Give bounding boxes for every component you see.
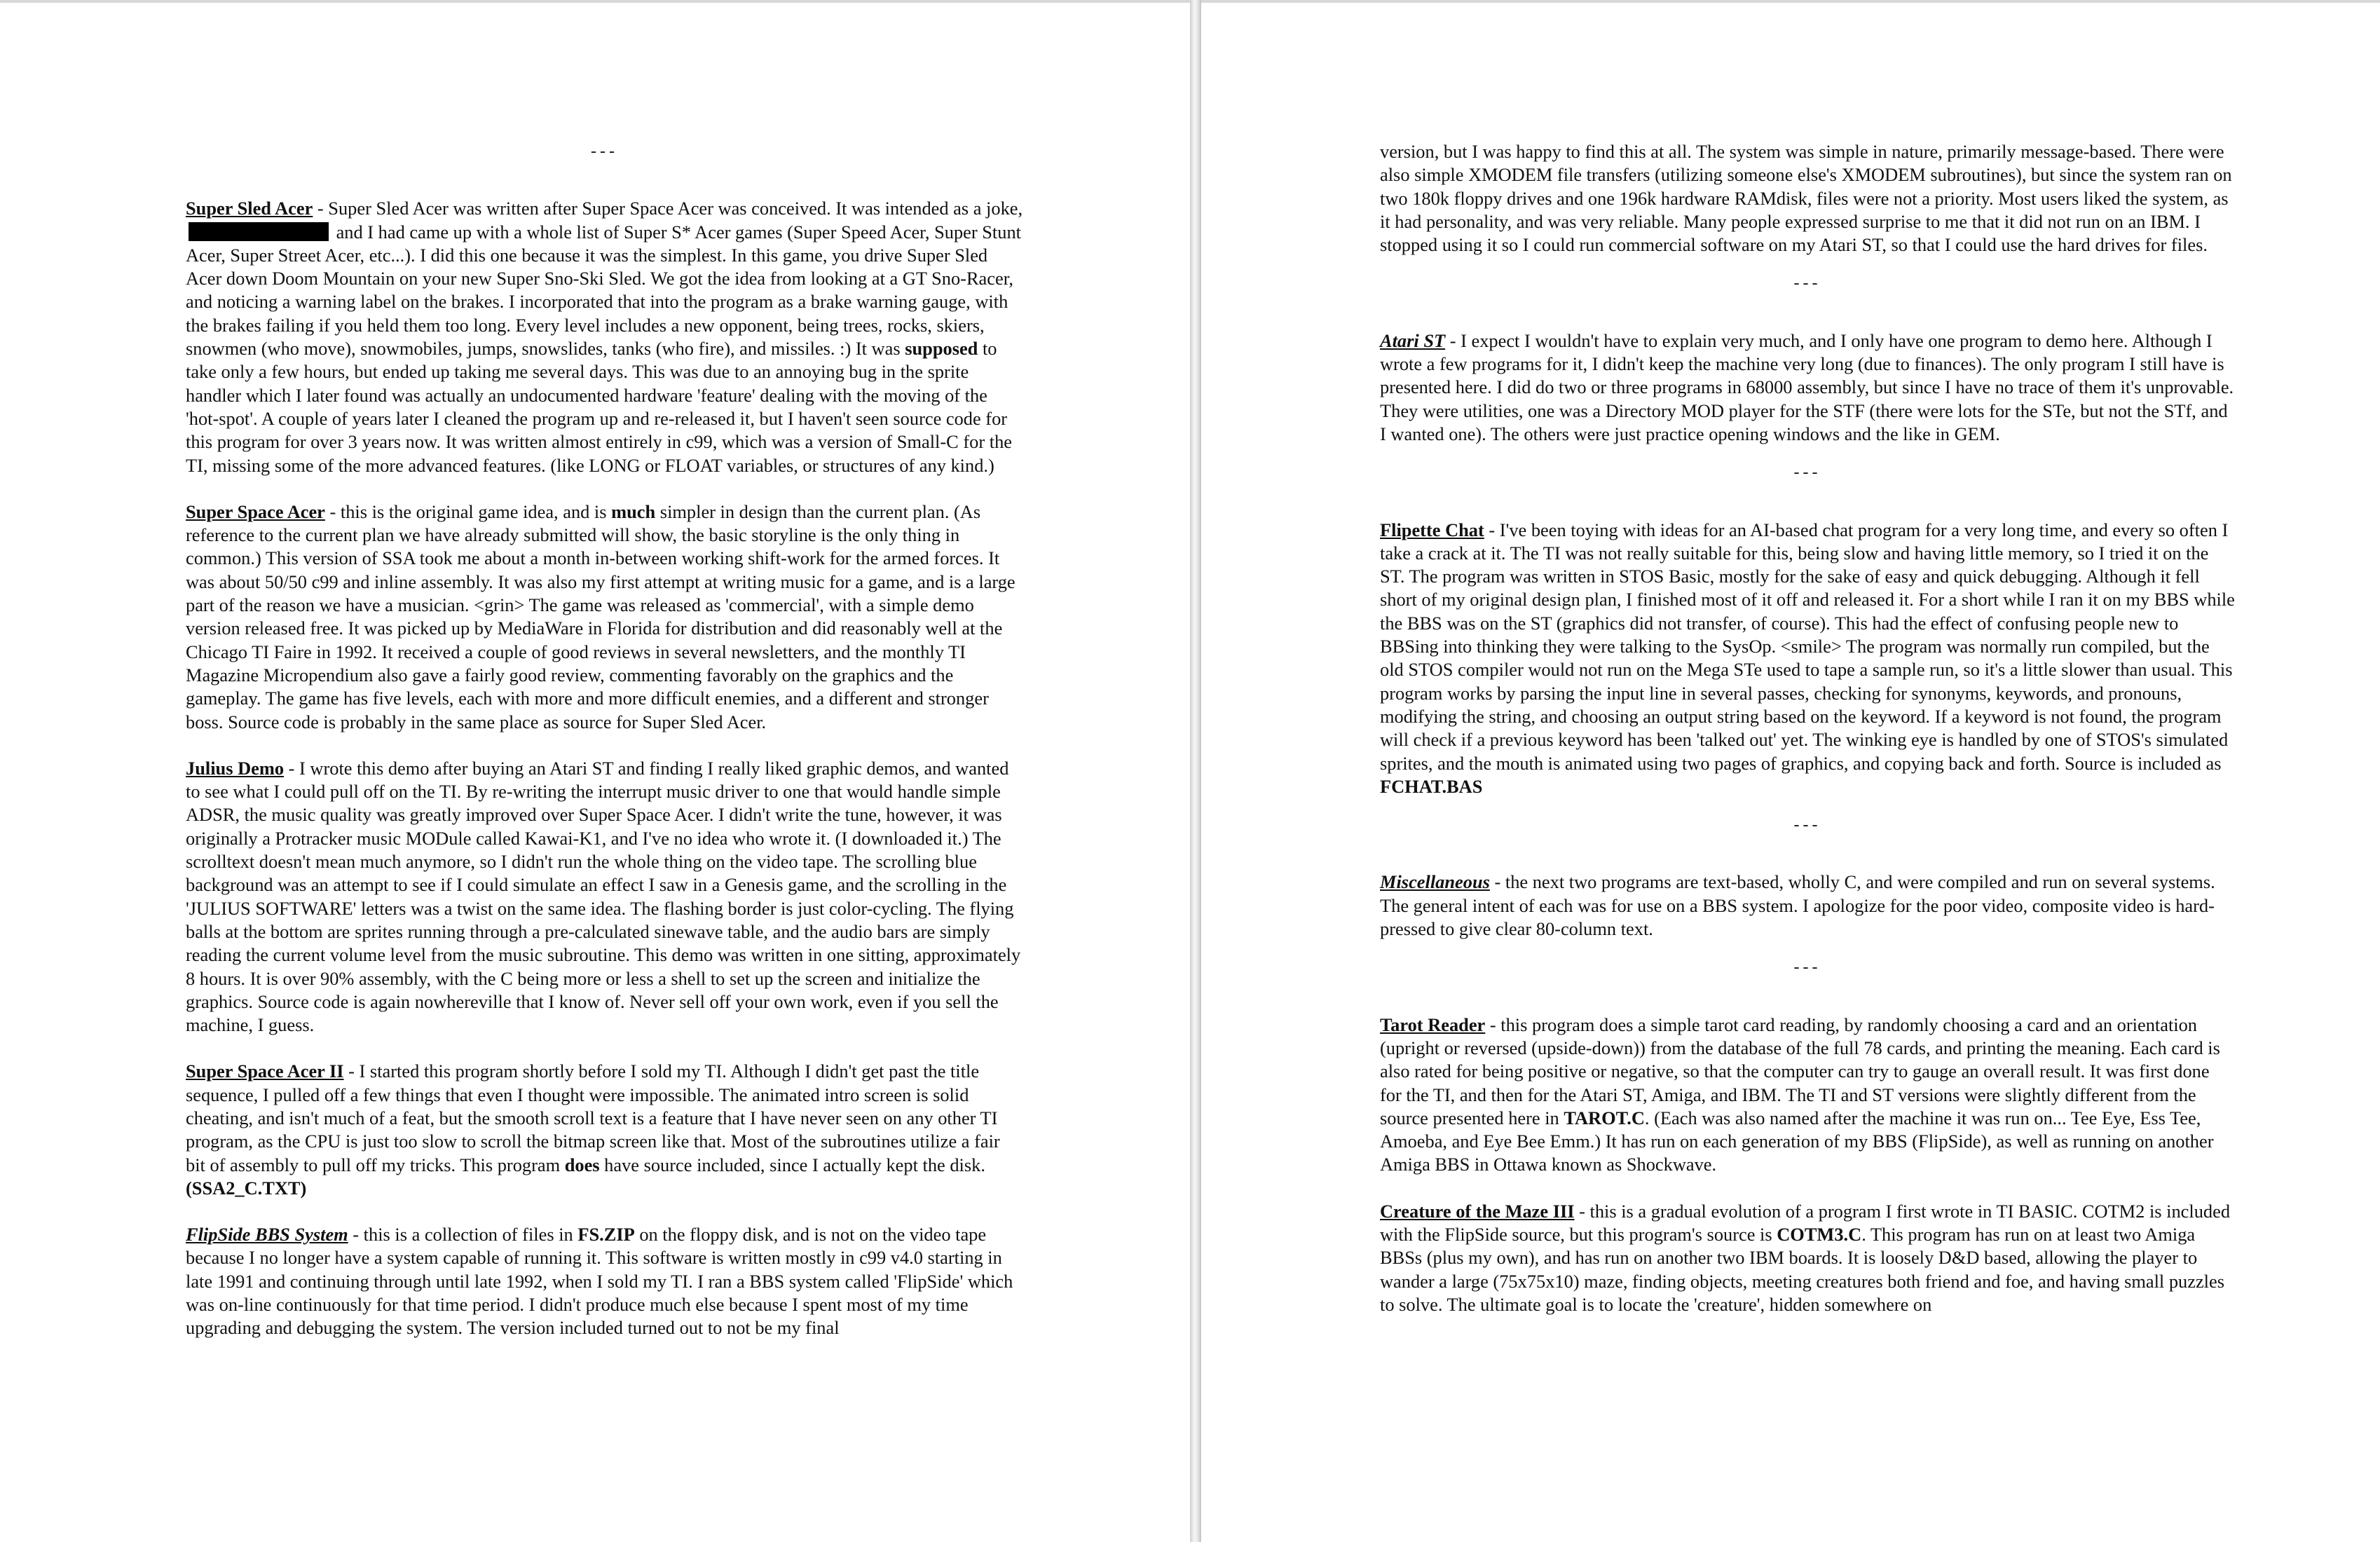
section-title: FlipSide BBS System bbox=[186, 1224, 348, 1246]
right-page-content bbox=[1380, 140, 2235, 1339]
section-separator: --- bbox=[1793, 958, 1821, 977]
emphasis: supposed bbox=[905, 338, 978, 360]
section-text: . (Each was also named after the machine it was run on... Tee Eye, Ess Tee, Amoeba, and Eye Bee Emm.) It has run on each generation of my BBS (FlipSide), as well as running on another Amiga BBS in Ottawa known as Shockwave. bbox=[1380, 1107, 2214, 1175]
section-super-space-acer-ii bbox=[186, 1060, 1023, 1200]
section-separator: --- bbox=[1793, 274, 1821, 293]
section-title: Tarot Reader bbox=[1380, 1014, 1486, 1035]
left-page-content bbox=[186, 140, 1023, 1363]
section-title: Super Space Acer bbox=[186, 500, 325, 522]
section-text: simpler in design than the current plan. (As reference to the current plan we have already submitted will show, the basic storyline is the only thing in common.) This version of SSA took me about a month in-between working shift-work for the armed forces. It was about 50/50 c99 and inline assembly. It was also my first attempt at writing music for a game, and is a large part of the reason we have a musician. <grin> The game was released as 'commercial', with a simple demo version released free. It was picked up by MediaWare in Florida for distribution and did reasonably well at the Chicago TI Faire in 1992. It received a couple of good reviews in several newsletters, and the monthly TI Magazine Micropendium also gave a fairly good review, commenting favorably on the graphics and the gameplay. The game has five levels, each with more and more difficult enemies, and a different and stronger boss. Source code is probably in the same place as source for Super Sled Acer. bbox=[186, 500, 1015, 732]
section-text: - this is a gradual evolution of a program I first wrote in TI BASIC. COTM2 is included with the FlipSide source, but this program's source is bbox=[1380, 1200, 2231, 1245]
section-super-space-acer bbox=[186, 500, 1023, 734]
section-text: - I've been toying with ideas for an AI-based chat program for a very long time, and every so often I take a crack at it. The TI was not really suitable for this, being slow and having little memory, so I tried it on the ST. The program was written in STOS Basic, mostly for the sake of easy and quick debugging. Although it fell short of my original design plan, I finished most of it off and released it. For a short while I ran it on my BBS while the BBS was on the ST (graphics did not transfer, of course). This had the effect of confusing people new to BBSing into thinking they were talking to the SysOp. <smile> The program was normally run compiled, but the old STOS compiler would not run on the Mega STe used to tape a sample run, so it's a little slower than usual. This program works by parsing the input line in several passes, checking for synonyms, keywords, and pronouns, modifying the string, and choosing an output string based on the keyword. If a keyword is not found, the program will check if a previous keyword has been 'talked out' yet. The winking eye is handled by one of STOS's simulated sprites, and the mouth is animated using two pages of graphics, and copying back and forth. Source is included as bbox=[1380, 519, 2235, 774]
emphasis: much bbox=[611, 500, 656, 522]
section-title: Julius Demo bbox=[186, 757, 285, 779]
section-super-sled-acer bbox=[186, 197, 1023, 477]
page-edge bbox=[0, 0, 1190, 3]
redaction-bar bbox=[189, 222, 329, 241]
section-text: - the next two programs are text-based, wholly C, and were compiled and run on several systems. The general intent of each was for use on a BBS system. I apologize for the poor video, composite video is hard-pressed to give clear 80-column text. bbox=[1380, 871, 2215, 940]
section-tarot-reader bbox=[1380, 1014, 2235, 1177]
section-atari-st bbox=[1380, 329, 2235, 446]
section-text: - I started this program shortly before I sold my TI. Although I didn't get past the title sequence, I pulled off a few things that even I thought were impossible. The animated intro screen is solid cheating, and isn't much of a feat, but the smooth scroll text is a feature that I have never seen on any other TI program, as the CPU is just too slow to scroll the bitmap screen like that. Most of the subroutines utilize a fair bit of assembly to pull off my tricks. This program bbox=[186, 1060, 1000, 1175]
filename: FCHAT.BAS bbox=[1380, 775, 1483, 797]
section-text: have source included, since I actually kept the disk. bbox=[599, 1154, 985, 1175]
section-text: to take only a few hours, but ended up taking me several days. This was due to an annoying bug in the sprite handler which I later found was actually an undocumented hardware 'feature' dealing with the moving of the 'hot-spot'. A couple of years later I cleaned the program up and re-released it, but I haven't seen source code for this program for over 3 years now. It was written almost entirely in c99, which was a version of Small-C for the TI, missing some of the more advanced features. (like LONG or FLOAT variables, or structures of any kind.) bbox=[186, 338, 1012, 476]
section-flipside-continued bbox=[1380, 140, 2235, 257]
filename: (SSA2_C.TXT) bbox=[186, 1177, 307, 1199]
section-text: - this is the original game idea, and is bbox=[324, 500, 612, 522]
section-flipside-bbs bbox=[186, 1223, 1023, 1339]
section-title: Miscellaneous bbox=[1380, 871, 1490, 893]
section-separator: --- bbox=[591, 142, 618, 161]
section-separator: --- bbox=[1793, 816, 1821, 835]
section-text: and I had came up with a whole list of Super S* Acer games (Super Speed Acer, Super Stunt Acer, Super Street Acer, etc...). I did this one because it was the simplest. In this game, you drive Super Sled Acer down Doom Mountain on your new Super Sno-Ski Sled. We got the idea from looking at a GT Sno-Racer, and noticing a warning label on the brakes. I incorporated that into the program as a brake warning gauge, with the brakes failing if you held them too long. Every level includes a new opponent, being trees, rocks, skiers, snowmen (who move), snowmobiles, jumps, snowslides, tanks (who fire), and missiles. :) It was bbox=[186, 221, 1021, 360]
emphasis: does bbox=[564, 1154, 600, 1175]
right-page bbox=[1200, 0, 2380, 1542]
section-text: - this is a collection of files in bbox=[348, 1224, 578, 1246]
section-title: Atari ST bbox=[1380, 329, 1446, 351]
section-miscellaneous bbox=[1380, 871, 2235, 941]
section-separator: --- bbox=[1793, 463, 1821, 482]
section-creature-of-the-maze-iii bbox=[1380, 1200, 2235, 1316]
section-text: - I wrote this demo after buying an Atari ST and finding I really liked graphic demos, and wanted to see what I could pull off on the TI. By re-writing the interrupt music driver to one that would handle simple ADSR, the music quality was greatly improved over Super Space Acer. I didn't write the tune, however, it was originally a Protracker music MODule called Kawai-K1, and I've no idea who wrote it. (I downloaded it.) The scrolltext doesn't mean much anymore, so I didn't run the whole thing on the video tape. The scrolling blue background was an attempt to see if I could simulate an effect I saw in a Genesis game, and the scrolling in the 'JULIUS SOFTWARE' letters was a twist on the same idea. The flashing border is just color-cycling. The flying balls at the bottom are sprites running through a pre-calculated sinewave table, and the audio bars are simply reading the current volume level from the music subroutine. This demo was written in one sitting, approximately 8 hours. It is over 90% assembly, with the C being more or less a shell to set up the screen and initialize the graphics. Source code is again nowhereville that I know of. Never sell off your own work, even if you sell the machine, I guess. bbox=[186, 757, 1021, 1036]
section-flipette-chat bbox=[1380, 519, 2235, 799]
section-title: Super Space Acer II bbox=[186, 1060, 344, 1082]
section-text: on the floppy disk, and is not on the video tape because I no longer have a system capable of running it. This software is written mostly in c99 v4.0 starting in late 1991 and continuing through until late 1992, when I sold my TI. I ran a BBS system called 'FlipSide' which was on-line continuously for that time period. I didn't produce much else because I spent most of my time upgrading and debugging the system. The version included turned out to not be my final bbox=[186, 1224, 1013, 1339]
section-julius-demo bbox=[186, 757, 1023, 1037]
section-title: Creature of the Maze III bbox=[1380, 1200, 1575, 1222]
filename: FS.ZIP bbox=[577, 1224, 635, 1246]
filename: COTM3.C bbox=[1777, 1223, 1862, 1245]
section-text: - this program does a simple tarot card reading, by randomly choosing a card and an orientation (upright or reversed (upside-down)) from the database of the full 78 cards, and printing the meaning. Each card is also rated for being positive or negative, so that the computer can try to gauge an overall result. It was first done for the TI, and then for the Atari ST, Amiga, and IBM. The TI and ST versions were slightly different from the source presented here in bbox=[1380, 1014, 2220, 1128]
section-title: Flipette Chat bbox=[1380, 519, 1484, 540]
page-gutter bbox=[1190, 0, 1200, 1542]
section-text: version, but I was happy to find this at all. The system was simple in nature, primarily message-based. There were also simple XMODEM file transfers (utilizing someone else's XMODEM subroutines), but since the system ran on two 180k floppy drives and one 196k hardware RAMdisk, files were not a priority. Most users liked the system, as it had personality, and was very reliable. Many people expressed surprise to me that it did not run on an IBM. I stopped using it so I could run commercial software on my Atari ST, so that I could use the hard drives for files. bbox=[1380, 141, 2232, 256]
filename: TAROT.C bbox=[1564, 1107, 1645, 1128]
section-text: - Super Sled Acer was written after Super Space Acer was conceived. It was intended as a joke, bbox=[313, 198, 1023, 219]
section-text: - I expect I wouldn't have to explain very much, and I only have one program to demo here. Although I wrote a few programs for it, I didn't keep the machine very long (due to finances). The only program I still have is presented here. I did do two or three programs in 68000 assembly, but since I have no trace of them it's unprovable. They were utilities, one was a Directory MOD player for the STF (there were lots for the STe, but not the STf, and I wanted one). The others were just practice opening windows and the like in GEM. bbox=[1380, 329, 2234, 444]
section-text: . This program has run on at least two Amiga BBSs (plus my own), and has run on another two IBM boards. It is loosely D&D based, allowing the player to wander a large (75x75x10) maze, finding objects, meeting creatures both friend and foe, and having small puzzles to solve. The ultimate goal is to locate the 'creature', hidden somewhere on bbox=[1380, 1223, 2225, 1315]
page-edge bbox=[1201, 0, 2380, 3]
section-title: Super Sled Acer bbox=[186, 198, 313, 219]
